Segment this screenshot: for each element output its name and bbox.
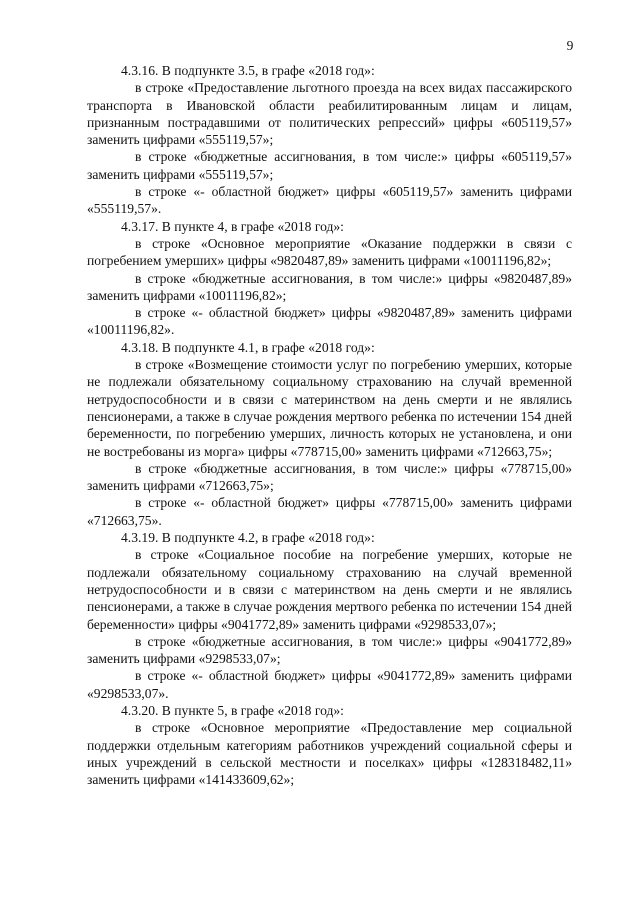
paragraph: в строке «бюджетные ассигнования, в том числе:» цифры «778715,00» заменить цифрами «712663,75»;	[87, 460, 572, 494]
paragraph: в строке «Возмещение стоимости услуг по погребению умерших, которые не подлежали обязательному социальному страхованию на случай временной нетрудоспособности и в связи с материнством на день смерти и не являлись пенсионерами, а также в случае рождения мертвого ребенка по истечении 154 дней беременности, по погребению умерших, личность которых не установлена, и они не востребованы из морга» цифры «778715,00» заменить цифрами «712663,75»;	[87, 357, 572, 459]
document-body	[87, 62, 572, 788]
paragraph: в строке «бюджетные ассигнования, в том числе:» цифры «9041772,89» заменить цифрами «9298533,07»;	[87, 633, 572, 667]
paragraph: в строке «- областной бюджет» цифры «9041772,89» заменить цифрами «9298533,07».	[87, 668, 572, 701]
paragraph-heading-4-3-19: 4.3.19. В подпункте 4.2, в графе «2018 год»:	[121, 530, 375, 546]
page-number: 9	[566, 38, 574, 53]
paragraph: в строке «бюджетные ассигнования, в том числе:» цифры «9820487,89» заменить цифрами «10011196,82»;	[87, 270, 572, 303]
paragraph: в строке «бюджетные ассигнования, в том числе:» цифры «605119,57» заменить цифрами «555119,57»;	[87, 149, 572, 182]
paragraph: в строке «Социальное пособие на погребение умерших, которые не подлежали обязательному социальному страхованию на случай временной нетрудоспособности и в связи с материнством на день смерти и не являлись пенсионерами, а также в случае рождения мертвого ребенка по истечении 154 дней беременности» цифры «9041772,89» заменить цифрами «9298533,07»;	[87, 547, 572, 632]
paragraph: в строке «- областной бюджет» цифры «9820487,89» заменить цифрами «10011196,82».	[87, 305, 572, 338]
paragraph: в строке «- областной бюджет» цифры «778715,00» заменить цифрами «712663,75».	[87, 495, 572, 528]
paragraph: в строке «Основное мероприятие «Предоставление мер социальной поддержки отдельным категориям работников учреждений социальной сферы и иных учреждений в сельской местности и поселках» цифры «128318482,11» заменить цифрами «141433609,62»;	[87, 720, 572, 788]
paragraph: в строке «Основное мероприятие «Оказание поддержки в связи с погребением умерших» цифры «9820487,89» заменить цифрами «10011196,82»;	[87, 235, 572, 269]
paragraph: в строке «- областной бюджет» цифры «605119,57» заменить цифрами «555119,57».	[87, 184, 572, 217]
paragraph: в строке «Предоставление льготного проезда на всех видах пассажирского транспорта в Ивановской области реабилитированным лицам и лицам, признанным пострадавшими от политических репрессий» цифры «605119,57» заменить цифрами «555119,57»;	[87, 80, 572, 148]
paragraph-heading-4-3-20: 4.3.20. В пункте 5, в графе «2018 год»:	[121, 702, 344, 718]
paragraph-heading-4-3-16: 4.3.16. В подпункте 3.5, в графе «2018 год»:	[121, 63, 375, 78]
paragraph-heading-4-3-18: 4.3.18. В подпункте 4.1, в графе «2018 год»:	[121, 339, 375, 355]
paragraph-heading-4-3-17: 4.3.17. В пункте 4, в графе «2018 год»:	[121, 218, 344, 234]
